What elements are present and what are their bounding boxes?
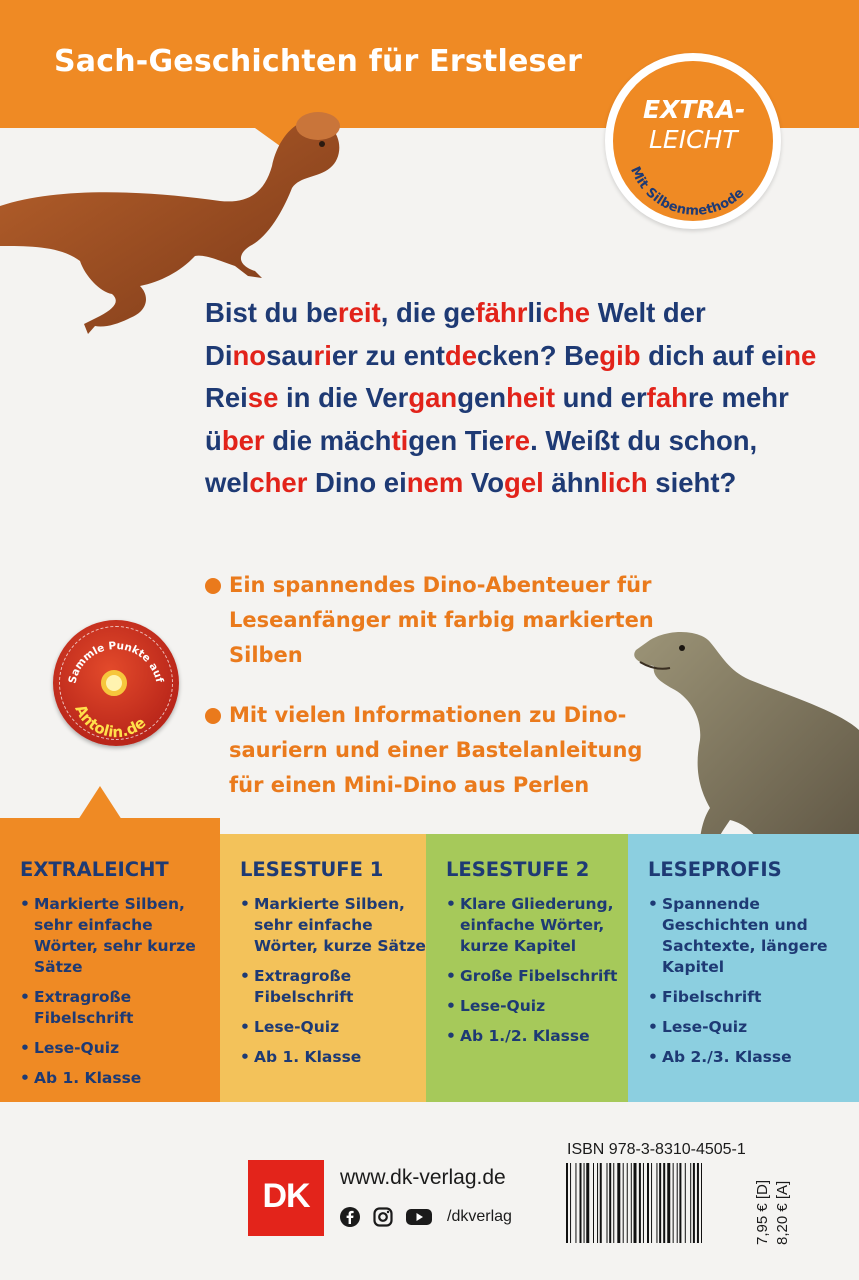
level-item: • Große Fibelschrift bbox=[446, 966, 628, 987]
intro-text: sau bbox=[266, 339, 314, 371]
level-title: LESEPROFIS bbox=[648, 858, 782, 881]
barcode-bar bbox=[597, 1163, 598, 1243]
barcode-bar bbox=[643, 1163, 644, 1243]
highlighted-syllable: fähr bbox=[475, 297, 528, 328]
level-item: • Extragroße Fibelschrift bbox=[240, 966, 426, 1008]
level-item: • Lese-Quiz bbox=[240, 1017, 426, 1038]
barcode-bar bbox=[575, 1163, 576, 1243]
level-item: • Lese-Quiz bbox=[648, 1017, 859, 1038]
barcode-bar bbox=[651, 1163, 652, 1243]
barcode-bar bbox=[607, 1163, 608, 1243]
social-links bbox=[340, 1205, 512, 1229]
level-item: • Markierte Silben, sehr einfache Wörter, kurze Sätze bbox=[240, 894, 426, 957]
barcode-bar bbox=[701, 1163, 702, 1243]
level-extraleicht bbox=[0, 818, 220, 1102]
sticker-arc-text: Sammle Punkte auf bbox=[66, 639, 166, 685]
barcode-bar bbox=[586, 1163, 589, 1243]
highlighted-syllable: ne bbox=[784, 339, 817, 371]
price-austria: 8,20 € [A] bbox=[774, 1180, 791, 1245]
youtube-icon[interactable] bbox=[406, 1207, 432, 1227]
dk-logo-text: DK bbox=[262, 1177, 310, 1215]
level-leseprofis bbox=[628, 834, 859, 1102]
barcode-bar bbox=[647, 1163, 649, 1243]
highlighted-syllable: lich bbox=[600, 467, 648, 498]
badge-line-2: LEICHT bbox=[649, 125, 738, 154]
barcode-bar bbox=[639, 1163, 641, 1243]
iguanodon-illustration bbox=[630, 620, 859, 860]
level-item: • Ab 1. Klasse bbox=[20, 1068, 220, 1089]
facebook-icon[interactable] bbox=[340, 1207, 360, 1227]
intro-text: . Weißt du schon, wel bbox=[205, 424, 758, 498]
series-title: Sach-Geschichten für Erstleser bbox=[54, 44, 583, 79]
feature-item bbox=[205, 698, 675, 803]
publisher-url[interactable]: www.dk-verlag.de bbox=[340, 1166, 506, 1189]
highlighted-syllable: che bbox=[542, 297, 591, 328]
level-item: • Klare Gliederung, einfache Wörter, kurze Kapitel bbox=[446, 894, 628, 957]
badge-arc bbox=[613, 61, 773, 221]
badge-arc-text: Mit Silbenmethode bbox=[627, 164, 748, 219]
highlighted-syllable: cher bbox=[249, 467, 308, 498]
highlighted-syllable: reit bbox=[337, 297, 381, 328]
barcode-bar bbox=[627, 1163, 628, 1243]
level-item: • Lese-Quiz bbox=[446, 996, 628, 1017]
antolin-sticker bbox=[53, 620, 179, 746]
highlighted-syllable: ri bbox=[313, 339, 332, 371]
isbn-text: ISBN 978-3-8310-4505-1 bbox=[567, 1141, 746, 1158]
level-lesestufe-2 bbox=[426, 834, 628, 1102]
intro-text: sieht? bbox=[647, 467, 737, 498]
barcode-bar bbox=[617, 1163, 620, 1243]
reading-levels bbox=[0, 834, 859, 1102]
level-item: • Markierte Silben, sehr einfache Wörter, sehr kurze Sätze bbox=[20, 894, 220, 978]
barcode-bar bbox=[623, 1163, 624, 1243]
intro-text: cken? Be bbox=[477, 339, 600, 371]
intro-text: Rei bbox=[205, 382, 248, 413]
barcode-bar bbox=[631, 1163, 632, 1243]
feature-item bbox=[205, 568, 675, 673]
intro-text: re mehr ü bbox=[205, 382, 789, 456]
svg-text:Antolin.de bbox=[71, 702, 149, 742]
svg-text:Mit Silbenmethode bbox=[627, 164, 747, 218]
intro-text: Vo bbox=[463, 467, 505, 498]
highlighted-syllable: gel bbox=[504, 467, 544, 498]
barcode-bar bbox=[697, 1163, 699, 1243]
barcode-bar bbox=[693, 1163, 695, 1243]
barcode-bar bbox=[613, 1163, 614, 1243]
highlighted-syllable: se bbox=[247, 382, 279, 413]
intro-text: li bbox=[527, 297, 543, 328]
price-germany: 7,95 € [D] bbox=[754, 1179, 771, 1245]
barcode-bar bbox=[634, 1163, 637, 1243]
level-item: • Extragroße Fibelschrift bbox=[20, 987, 220, 1029]
intro-text: die mäch bbox=[264, 424, 392, 456]
feature-text: Ein spannendes Dino-Abenteuer für Leseanfänger mit farbig markierten Silben bbox=[229, 573, 654, 667]
intro-text: Welt der Di bbox=[205, 297, 706, 371]
level-title: LESESTUFE 1 bbox=[240, 858, 384, 881]
intro-text: gen Tie bbox=[408, 424, 505, 456]
level-item: • Ab 2./3. Klasse bbox=[648, 1047, 859, 1068]
intro-text: dich auf ei bbox=[640, 339, 785, 371]
intro-text: gen bbox=[457, 382, 507, 413]
barcode-bar bbox=[609, 1163, 611, 1243]
highlighted-syllable: gan bbox=[408, 382, 458, 413]
level-item: • Ab 1./2. Klasse bbox=[446, 1026, 628, 1047]
barcode-bar bbox=[593, 1163, 594, 1243]
intro-paragraph bbox=[205, 292, 845, 505]
feature-list bbox=[205, 568, 675, 828]
dk-logo bbox=[248, 1160, 324, 1236]
instagram-icon[interactable] bbox=[373, 1207, 393, 1227]
barcode bbox=[566, 1163, 744, 1243]
highlighted-syllable: re bbox=[504, 424, 531, 456]
feature-text: Mit vielen Informationen zu Dino-sauriern und einer Bastelanleitung für einen Mini-Dino aus Perlen bbox=[229, 703, 643, 797]
barcode-bar bbox=[685, 1163, 686, 1243]
intro-text: in die Ver bbox=[278, 382, 409, 413]
intro-text: , die ge bbox=[380, 297, 476, 328]
extra-leicht-badge bbox=[605, 53, 781, 229]
barcode-bar bbox=[679, 1163, 681, 1243]
level-pointer bbox=[78, 786, 122, 820]
barcode-bar bbox=[677, 1163, 678, 1243]
barcode-bar bbox=[584, 1163, 585, 1243]
intro-text: ähn bbox=[543, 467, 601, 498]
highlighted-syllable: gib bbox=[599, 339, 641, 371]
highlighted-syllable: de bbox=[444, 339, 478, 371]
highlighted-syllable: ti bbox=[391, 424, 409, 456]
badge-line-1: EXTRA- bbox=[643, 95, 746, 124]
barcode-bar bbox=[656, 1163, 657, 1243]
sticker-text bbox=[53, 620, 179, 746]
sticker-brand: Antolin.de bbox=[71, 701, 150, 742]
highlighted-syllable: no bbox=[232, 339, 267, 371]
svg-text:Sammle Punkte auf bbox=[67, 640, 166, 685]
barcode-bar bbox=[566, 1163, 568, 1243]
barcode-bar bbox=[570, 1163, 571, 1243]
price-block bbox=[752, 1157, 796, 1247]
barcode-bar bbox=[667, 1163, 670, 1243]
level-item: • Ab 1. Klasse bbox=[240, 1047, 426, 1068]
intro-text: Bist du be bbox=[205, 297, 338, 328]
highlighted-syllable: ber bbox=[221, 424, 265, 456]
level-item: • Lese-Quiz bbox=[20, 1038, 220, 1059]
bullet-dot-icon bbox=[205, 578, 221, 594]
highlighted-syllable: nem bbox=[406, 467, 464, 498]
highlighted-syllable: heit bbox=[506, 382, 555, 413]
barcode-bar bbox=[663, 1163, 665, 1243]
barcode-bar bbox=[673, 1163, 674, 1243]
social-handle[interactable]: /dkverlag bbox=[447, 1208, 512, 1225]
intro-text: Dino ei bbox=[307, 467, 407, 498]
highlighted-syllable: fah bbox=[646, 382, 688, 413]
barcode-bar bbox=[580, 1163, 582, 1243]
level-title: LESESTUFE 2 bbox=[446, 858, 590, 881]
bullet-dot-icon bbox=[205, 708, 221, 724]
barcode-bar bbox=[659, 1163, 661, 1243]
barcode-bar bbox=[600, 1163, 602, 1243]
intro-text: und er bbox=[554, 382, 647, 413]
level-title: EXTRALEICHT bbox=[20, 858, 169, 881]
level-item: • Spannende Geschichten und Sachtexte, längere Kapitel bbox=[648, 894, 859, 978]
barcode-bar bbox=[690, 1163, 691, 1243]
level-item: • Fibelschrift bbox=[648, 987, 859, 1008]
intro-text: er zu ent bbox=[331, 339, 445, 371]
level-lesestufe-1 bbox=[220, 834, 426, 1102]
